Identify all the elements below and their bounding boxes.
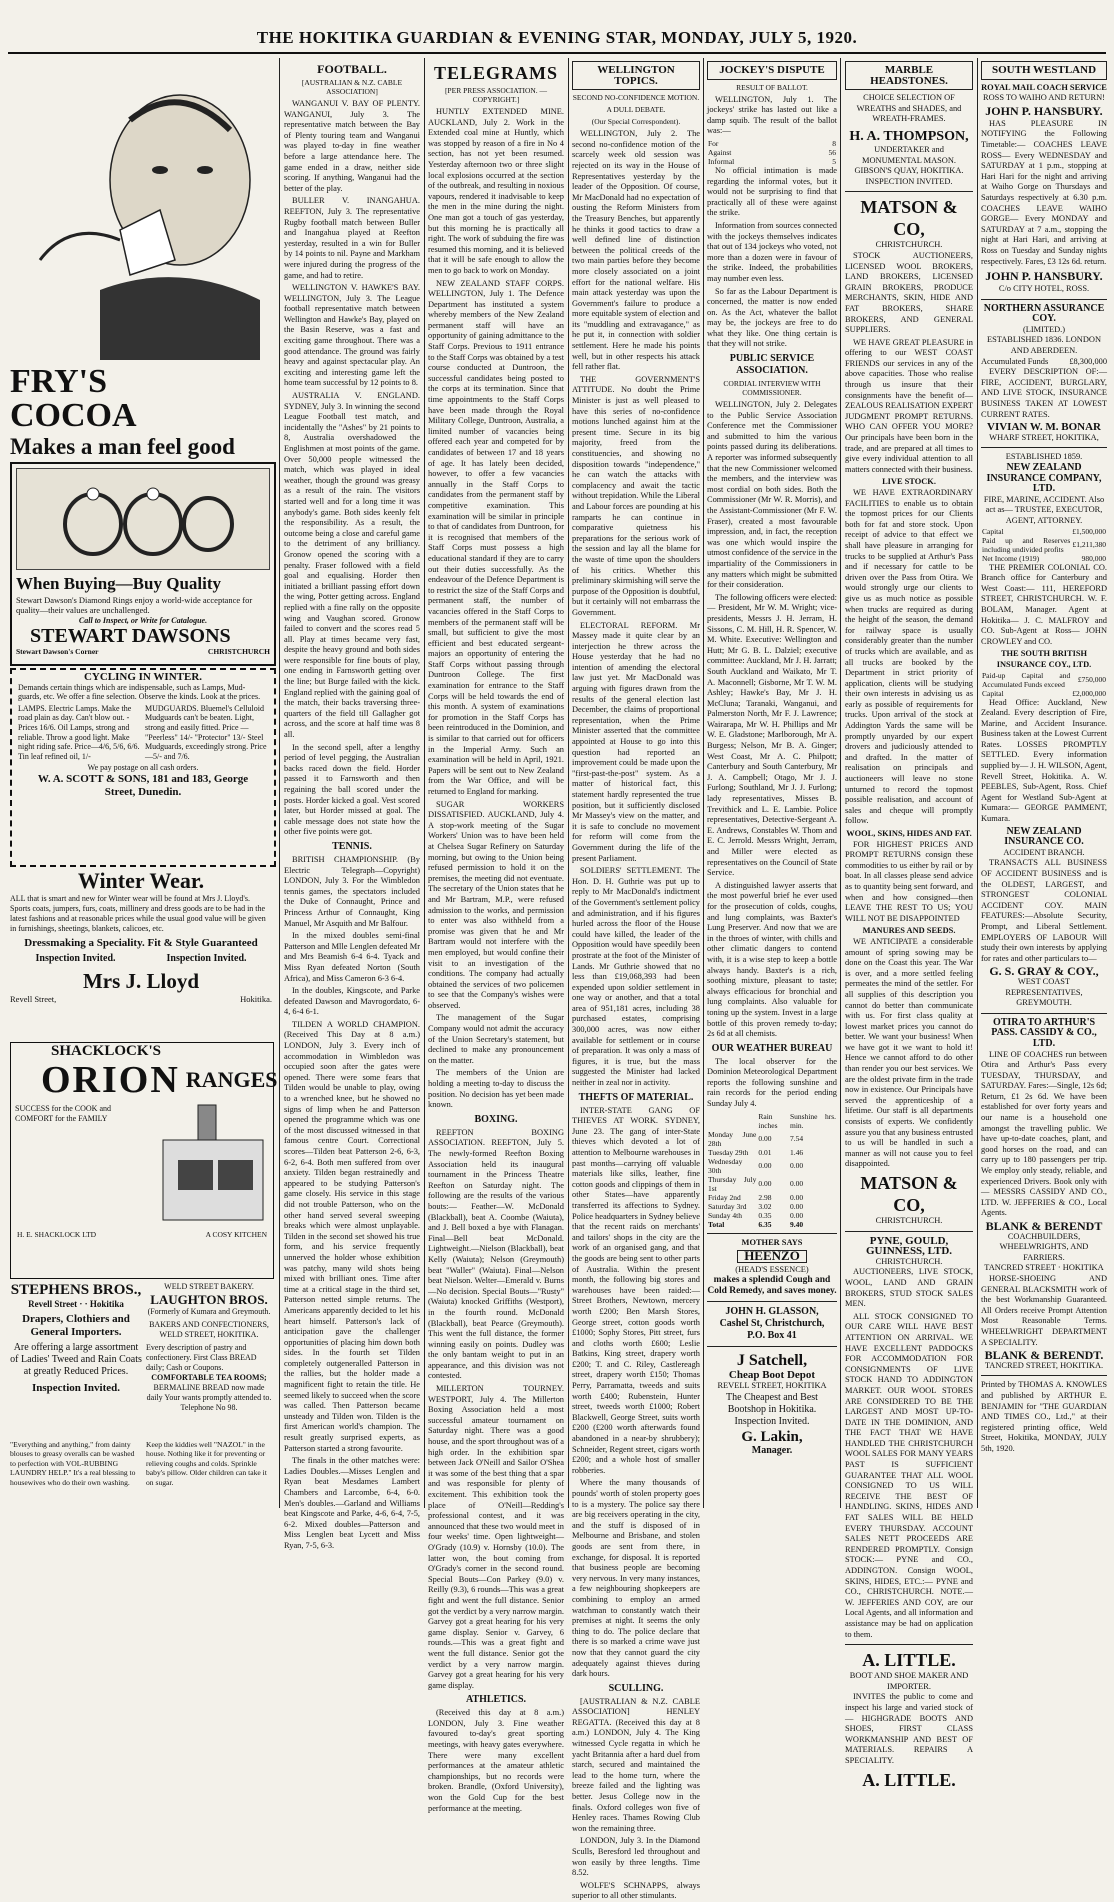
article-paragraph: TRANSACTS ALL BUSINESS OF ACCIDENT BUSINESS and is the OLDEST, LARGEST, and STRONGEST COLONIAL ACCIDENT COY. MAIN FEATURES:—Absolute Security, Prompt, and Liberal Settlement. EMPLOYERS OF LABOUR Will study their own interests by applying for rates and other particulars to— [981,858,1107,963]
satchell-street: REVELL STREET, HOKITIKA [717,1381,827,1391]
heenzo-brand: HEENZO [737,1250,807,1263]
funds-value: £8,300,000 [1069,356,1107,366]
winter-town: Hokitika. [240,994,272,1004]
diamond-ring-icon [43,474,243,564]
sculling-heading: SCULLING. [608,1682,664,1694]
article-paragraph: The finals in the other matches were: Ladies Doubles.—Misses Lenglen and Ryan beat Mesdames Lambert Chambers and Larcombe, 6-4, 6-0. Men's doubles.—Garland and Williams beat Kingscote and Parke, 4-6, 6-4, 7-5, 6-2. Mixed doubles—Patterson and Miss Lenglen beat Lycett and Miss Ryan, 7-5, 6-3. [284,1456,420,1550]
athletics-heading: ATHLETICS. [465,1694,527,1706]
satchell-name: J Satchell, [736,1352,808,1370]
thompson-sub: UNDERTAKER and MONUMENTAL MASON. [862,144,956,165]
dawsons-body: Stewart Dawson's Diamond Rings enjoy a world-wide acceptance for quality—their values are unchallenged. [16,595,253,615]
stephens-line2: Are offering a large assortment of Ladies' Tweed and Rain Coats at greatly Reduced Prices. [10,1342,142,1377]
stephens-street: Revell Street · · Hokitika [28,1299,124,1309]
gray-sub: WEST COAST REPRESENTATIVES, GREYMOUTH. [1005,976,1083,1008]
cycling-firm: W. A. SCOTT & SONS, 181 and 183, George Street, Dunedin. [37,772,249,798]
telegrams-source: [PER PRESS ASSOCIATION. — COPYRIGHT.] [444,86,548,104]
ring-illustration [16,468,270,570]
football-source: [AUSTRALIAN & N.Z. CABLE ASSOCIATION] [301,78,403,96]
cycling-intro: Demands certain things which are indispensable, such as Lamps, Mud-guards, etc. We offer a fine selection. Observe the kinds. Look at the prices. [18,682,261,702]
table-row: Paid up and Reserves including undivided profits £1,211,380 [982,535,1106,554]
winter-dressmaking: Dressmaking a Speciality. Fit & Style Guaranteed [24,937,258,949]
dawsons-brand: STEWART DAWSONS [30,625,231,647]
article-paragraph: BRITISH CHAMPIONSHIP. (By Electric Telegraph—Copyright) LONDON, July 3. For the Wimbledon tennis games, the spectators included the Duke of Connaught, Prince and Princess Arthur of Connaught, King Manuel, Mr Asquith and Mr Balfour. [284,854,420,928]
satchell-manager-title: Manager. [751,1444,793,1456]
blank-name-2: BLANK & BERENDT. [984,1348,1104,1363]
telegrams-heading: TELEGRAMS [433,63,559,83]
cycling-lamps: LAMPS. Electric Lamps. Make the road plain as day. Can't blow out. - Prices 16/6. Oil Lamps, strong and reliable. Throw a good light. Make night riding safe. Price—4/6, 5/6, 6/6. Tin leaf refined oil, 1/- [18,703,140,761]
winter-name: Mrs J. Lloyd [82,969,200,993]
article-paragraph: SUGAR WORKERS DISSATISFIED. AUCKLAND, July 4. A stop-work meeting of the Sugar Workers' Union was to have been held at Chelsea Sugar Refinery on Saturday morning, but owing to the Union being refused permission to hold it on the premises, the meeting did not eventuate. The secretary of the Union states that he and Mr Bartram, M.P., were refused admission to the works, and permission to enter was also withheld from a promise was given that he and Mr Bartram would not interfere with the men employed, but would confine their visit to an investigation of the conditions. The company had actually obtained the services of two policemen to see that the Company's wishes were observed. [428,799,564,1010]
article-paragraph: WELLINGTON, July 2. The second no-confidence motion of the scarcely week old session was rejected on its way in the House of Representatives yesterday by the leader of the Opposition. Of course, Mr MacDonald had no expectation of ousting the Reform Ministers from the Treasury Benches, but apparently he thinks it good tactics to draw a well defined line of distinction between the political creeds of the two main parties before they become more closely associated on a joint effort for the national welfare. His main attack yesterday was upon the Government's failure to produce a more equitable system of election and its "muddling and extravagance," as he put it, in connection with soldier settlement. Here he made his points well, but in other respects his attack fell rather flat. [572,129,700,372]
coach-service: ROYAL MAIL COACH SERVICE [981,82,1107,92]
satchell-manager: G. Lakin, [741,1428,803,1445]
nzi-name: NEW ZEALAND INSURANCE COMPANY, LTD. [986,462,1102,495]
blank-name: BLANK & BERENDT [985,1219,1103,1233]
article-paragraph: HUNTLY EXTENDED MINE. AUCKLAND, July 2. Work in the Extended coal mine at Huntly, which was stopped by reason of a fire in No 4 section, has not yet been resumed. Yesterday afternoon two or three slight local explosions occurred at the section of the outbreak, and resulting in noxious vapours, rendered it inadvisable to keep the men in the mine during the night. One man got a touch of gas yesterday, but this morning he is practically all right. The work of subduing the fire was resumed this morning, and it is believed that it will be safe enough to allow the men to go back to work on Monday. [428,107,564,275]
man-drinking-illustration [10,60,272,360]
winter-wear-ad [10,868,272,1038]
stephens-line1: Drapers, Clothiers and General Importers. [22,1313,130,1338]
cocoa-title: COCOA [10,397,137,434]
table-row: For 8 [708,138,836,148]
laughton-title: LAUGHTON BROS. [150,1292,268,1307]
column-rule-5 [840,58,841,1508]
cycling-title: CYCLING IN WINTER. [83,671,203,683]
article-paragraph: ELECTORAL REFORM. Mr Massey made it quite clear by an interjection he threw across the House yesterday that he had no intention of amending the electoral law just yet. Mr MacDonald was arguing with figures drawn from the results of the general election last December, the claims of proportional representation, when the Prime Minister asserted that the committee appointed at House to go into this question had reported an improvement could be made upon the "first-past-the-post" system. As a matter of historical fact, this statement hardly represented the true position, but it sufficiently disclosed Mr Massey's view on the matter, and it is safe to conclude no movement for reform will come from the Government during the life of the present Parliament. [572,620,700,863]
table-row: Against 56 [708,147,836,157]
stephens-ad [10,1282,142,1432]
article-paragraph: WE HAVE GREAT PLEASURE in offering to our WEST COAST FRIENDS our services in any of the above capacities. Those who realise through us insure that their consignments have the benefit of— ZEALOUS REALISATION EXPERT JUDGMENT PROMPT RETURNS. WHO CAN OFFER YOU MORE? Our principals have been born in the trade, and are prepared at all times to give every individual attention to all matters connected with their business. [845,337,973,474]
article-paragraph: LINE OF COACHES run between Otira and Arthur's Pass every TUESDAY, THURSDAY, and SATURDAY. Fares:—Single, 12s 6d; Return, £1 2s 6d. We have been established for over forty years and our name is a household one amongst the travelling public. We have up-to-date coaches, plant, and good horses on the road, and can carry up to 180 passengers per trip. We employ only steady, reliable, and experienced Drivers. Book only with— MESSRS CASSIDY AND CO., LTD. W. JEFFERIES & CO., Local Agents. [981,1049,1107,1218]
article-paragraph: WOLFE'S SCHNAPPS, always superior to all other stimulants. [572,1880,700,1901]
jockeys-column [707,58,837,1508]
weather-table [707,1112,837,1229]
glasson-name: JOHN H. GLASSON, [725,1306,819,1318]
column-rule-3 [568,58,569,1508]
northern-assurance: NORTHERN ASSURANCE COY. [983,302,1105,325]
ballot-table [707,139,837,166]
northern-ltd: (LIMITED.) [1022,324,1066,334]
public-service-sub: CORDIAL INTERVIEW WITH COMMISSIONER. [723,379,821,398]
otira-heading: OTIRA TO ARTHUR'S PASS. CASSIDY & CO., LTD. [991,1016,1097,1049]
satchell-line1: The Cheapest and Best Bootshop in Hokitika. [726,1391,818,1415]
article-paragraph: (Received this day at 8 a.m.) LONDON, July 3. Fine weather favoured to-day's great sporting meetings, with heavy gates everywhere. There were many excellent performances at the amateur athletic championships, but no records were broken. Brandle, (Oxford University), won the Gold Cup for the best performance at the meeting. [428,1708,564,1813]
table-row: Tuesday 29th 0.01 1.46 [708,1147,804,1157]
article-paragraph: A distinguished lawyer asserts that the most powerful brief he ever used for the prosecution of colds, coughs, and lung complaints, was Baxter's Lung Preserver. And now that we are in the throes of winter, with chills and other climatic dangers to contend with, it is a wise step to keep a bottle always handy. Baxter's is a rich, soothing mixture, pleasant to taste; always efficacious for bronchial and lung complaints. Also valuable for toning up the system. Invest in a large bottle of this proven remedy to-day; 2s 6d at all chemists. [707,880,837,1039]
wellington-sub: SECOND NO-CONFIDENCE MOTION. [572,93,700,103]
column-rule-2 [424,58,425,1508]
laundry-ad: "Everything and anything," from dainty blouses to greasy overalls can be washed to perfection with VOL-RUBBING LAUNDRY HELP." It's a real blessing to housewives who do their own washing. [10,1440,136,1487]
frys-title: FRY'S [10,363,108,400]
blank-address: TANCRED STREET · HOKITIKA [984,1263,1104,1273]
cycling-postage: We pay postage on all cash orders. [87,763,199,773]
masthead-rule [8,52,1106,54]
table-row: Saturday 3rd 3.02 0.00 [708,1201,804,1211]
stewart-dawsons-ad [10,462,276,666]
dawsons-headline: When Buying—Buy Quality [16,574,222,593]
wellington-byline: (Our Special Correspondent). [591,117,681,127]
winter-invite-1: Inspection Invited. [35,953,116,964]
wellington-topics-column [572,58,700,1901]
table-row: Capital £2,000,000 [982,688,1106,698]
pyne-name: PYNE, GOULD, GUINNESS, LTD. [865,1234,953,1258]
hansbury-address: C/o CITY HOTEL, ROSS. [998,284,1090,294]
laughton-line4: BERMALINE BREAD now made daily Your wants promptly attended to. Telephone No 98. [146,1383,272,1412]
hansbury-name: JOHN P. HANSBURY. [985,103,1103,118]
frys-cocoa-ad [10,60,272,459]
heenzo-top: MOTHER SAYS [741,1237,803,1247]
nzi-est: ESTABLISHED 1859. [1005,452,1083,462]
orion-ranges: RANGES [185,1067,278,1092]
sbi-table [981,671,1107,698]
article-paragraph: BULLER V. INANGAHUA. REEFTON, July 3. The representative Rugby football match between Buller and Inangahua played at Reefton yesterday, resulted in a win for Buller by 14 points to nil. Payne and Markham were injured during the progress of the game, and had to retire. [284,196,420,280]
telegrams-column [428,58,564,1813]
matson-name: MATSON & CO, [860,197,958,240]
article-paragraph: No official intimation is made regarding the informal votes, but it would not be surprising to find that practically all of these were against the strike. [707,165,837,218]
thompson-name: H. A. THOMPSON, [849,128,969,144]
article-paragraph: The following officers were elected:— President, Mr W. M. Wright; vice-presidents, Messrs J. H. Jerram, H. Sissons, C. M. Hill, H. R. Spencer, W. M. White. Executive: Wellington and Hutt; Mr G. B. L. Dalziel; executive committee: Auckland, Mr J. H. Jarratt; South Auckland and Waikato, Mr T. A. Maconnell; Gisborne, Mr T. W. M. Ashley; Hawke's Bay, Mr J. H. McCluna; Taranaki, Wanganui, and Palmerston North, Mr F. J. Lawrence; Wairarapa, Mr W. H. Phillips and Mr W. E. Gladstone; Marlborough, Mr A. Burgess; Nelson, Mr B. A. Ginger; West Coast, Mr A. C. Philpott; Canterbury and South Canterbury, Mr J. A. Campbell; Otago, Mr J. J. Furlong; Southland, Mr J. J. Furlong; lady representatives, Misses B. Trevithick and L. E. Lambie. Police representatives, Detective-Sergeant A. E. Andrews, Constables W. Thom and E. C. Jerrold. Messrs Wright, Jerram, and Miller were elected as representatives on the Council of State Service. [707,592,837,878]
little-name: A. LITTLE. [862,1650,956,1671]
article-paragraph: FOR HIGHEST PRICES AND PROMPT RETURNS consign these commodities to us either by rail or by boat. In all classes please send advice as to quantity being sent forward, and when and how consigned—then LEAVE THE REST TO US; YOU WILL NOT BE DISAPPOINTED [845,839,973,923]
public-service-heading: PUBLIC SERVICE ASSOCIATION. [729,353,815,377]
matson-city: CHRISTCHURCH. [875,240,943,250]
stephens-title: STEPHENS BROS., [10,1282,142,1298]
thefts-heading: THEFTS OF MATERIAL. [578,1091,694,1103]
pyne-services: AUCTIONEERS, LIVE STOCK, WOOL, LAND AND GRAIN BROKERS, STUD STOCK SALES MEN. [845,1267,973,1309]
article-paragraph: MILLERTON TOURNEY. WESTPORT, July 4. The Millerton Boxing Association held a most successful amateur tournament on Saturday night. There was a good house, and the sport throughout was of a high order. In the exhibition spar between Jack O'Neill and Sailor O'Shea it was some of the best thing that a spar and was responsible for plenty of excitement. This exhibition took the place of O'Neill—Redding's professional contest, and it was announced that these two would meet in four weeks' time. Open lightweight—O'Grady (10.9) v. Hornsby (10.0). The latter won, the bout coming from O'Grady's corner in the second round. Special Bouts—Con Parkey (9.0) v. Reilly (9.3), 6 rounds—This was a great fight and went the full distance. Senior got the verdict by a very narrow margin. Garvey got a great hearing for his very game display. Senior v. Garvey, 6 rounds.—This was a great fight and went the full distance. Senior got the verdict by a very narrow margin. Garvey got a great hearing for his very game display. [428,1384,564,1690]
boxing-heading: BOXING. [474,1113,518,1125]
cycling-ad [10,668,276,867]
laughton-ad [146,1282,272,1432]
nzic-name: NEW ZEALAND INSURANCE CO. [1004,825,1084,848]
kitchen-range-illustration [153,1100,273,1230]
thompson-invite: INSPECTION INVITED. [865,176,953,186]
laughton-sub: (Formerly of Kumara and Greymouth. [147,1307,271,1316]
stephens-line3: Inspection Invited. [31,1382,121,1394]
football-column [284,58,420,1550]
article-paragraph: ALL STOCK CONSIGNED TO OUR CARE WILL HAVE BEST ATTENTION ON ARRIVAL. WE HAVE EXCELLENT PADDOCKS FOR ACCOMMODATION FOR CONSIGNMENTS OF LIVE STOCK HAND TO ADDINGTON MARKET. OUR WOOL STORES ARE CONSIDERED TO BE THE LARGEST AND MOST UP-TO-DATE IN THE DOMINION, AND THE FACT THAT WE HAVE HANDLED THE CHRISTCHURCH WOOL SALES FOR MANY YEARS PAST IS SUFFICIENT GUARANTEE THAT ALL WOOL CONSIGNED TO US WILL RECEIVE THE BEST OF HANDLING. SKINS, HIDES AND FAT SALES WILL BE HELD EVERY THURSDAY. ACCOUNT SALES NETT PROCEEDS ARE RENDERED PROMPTLY. Consign STOCK:— PYNE and CO., ADDINGTON. Consign WOOL, SKINS, HIDES, ETC.:— PYNE and CO., CHRISTCHURCH. NOTE.—W. JEFFERIES AND COY, are our Local Agents, and all information and assistance may be had on application to them. [845,1311,973,1639]
article-paragraph: SOLDIERS' SETTLEMENT. The Hon. D. H. Guthrie was put up to reply to Mr MacDonald's indictment of the Government's settlement policy and administration, and if his figures hurled across the floor of the House could have killed, the leader of the Opposition would have speedily been prostrate at the foot of the Minister of Lands. Mr Guthrie showed that no less than £19,068,393 had been expended upon soldier settlement in one way or another, and that a total area of 951,181 acres, including 38 purchased estates, comprising 300,000 acres, was now either available for settlement or in course of preparation. It was only a mass of figures, it is true, but the mass suggested the Minister had lacked neither in zeal nor in activity. [572,866,700,1088]
tennis-heading: TENNIS. [332,840,372,852]
article-paragraph: In the second spell, after a lengthy period of level pegging, the Australian backs raced down the field. Horder passed it to Farnsworth and then regaining the ball scored under the posts. Horder kicked a goal. Vest scored later, but Horder missed at goal. The cable message does not state how the other five points were got. [284,742,420,837]
table-row: Sunday 4th 0.35 0.00 [708,1210,804,1220]
bonar-address: WHARF STREET, HOKITIKA, [989,432,1099,442]
live-stock-heading: LIVE STOCK. [882,477,936,487]
satchell-sub: Cheap Boot Depot [728,1369,816,1382]
article-paragraph: So far as the Labour Department is concerned, the matter is now ended on. As the Act, whatever the ballot may be, the jockeys are free to do what they like. One thing certain is that they will not strike. [707,286,837,349]
article-paragraph: NEW ZEALAND STAFF CORPS. WELLINGTON, July 1. The Defence Department has instituted a system whereby members of the New Zealand permanent staff will have an opportunity of gaining admittance to the Staff Corps. Previous to 1911 entrance to the Staff Corps was obtained by a test course conducted at Duntroon, the successful candidates being posted to the corps at its termination. Since that time appointments to the Staff Corps have been made through the Royal Military College, Duntroon, Australia, a limited number of vacancies being offered each year and competed for by candidates of between 17 and 18 years of age. It has lately been decided, however, to offer a few vacancies annually in the Staff Corps to candidates from the permanent staff by competitive examination. This examination will be similar in principle to that of candidates from Duntroon, for it is recognised that members of the Staff Corps must possess a high educational standard if they are to carry out their duties successfully. As the endeavour of the Defence Department is to restrict the size of the Staff Corps and permanent staff, the number of vacancies offered in the Staff Corps to members of the permanent staff will be small, but sufficient to give the most efficient and best educated sergeant-majors an opportunity of entering the Staff Corps without passing through Duntroon College. The first examination for entrance to the Staff Corps will be held towards the end of this month. A system of examinations for promotion in the Staff Corps has been reintroduced in the Dominion, and is similar to that carried out for officers in the Imperial Army. Such an examination will be held in April, 1921. Papers will be sent out to New Zealand from the War Office, and will be returned to England for marking. [428,278,564,796]
article-paragraph: HORSE-SHOEING AND GENERAL BLACKSMITH work of the best Workmanship Guaranteed. All Orders receive Prompt Attention Most Reasonable Terms. WHEELWRIGHT DEPARTMENT A SPECIALITY. [981,1273,1107,1347]
table-row: Total 6.35 9.40 [708,1219,804,1229]
cycling-mudguards: MUDGUARDS. Bluemel's Celluloid Mudguards can't be beaten. Light, strong and easily fitted. Price — "Peerless" 14/- "Protector" 13/- Steel Mudguards, exceedingly strong. Price—5/- and 7/6. [145,703,267,761]
article-paragraph: WE ANTICIPATE a considerable amount of spring sowing may be done on the Coast this year. The War is over, and a more settled feeling permeates the mind of the settler. For all supplies of this description you cannot do better than communicate with us. For first class quality at lowest market prices you cannot do better. We want your business! When we have got it we want to hold it! Hence we cannot afford to do other than render you our best services. We are the oldest private firm in the trade now in existence. Our Principals have served the apprenticeship of a lifetime. Our staff is all departments consists of experts. We confidently assure you that any business entrusted to us will be handled in such a manner as will not cause you to feel disappointed. [845,936,973,1169]
satchell-line2: Inspection Invited. [734,1415,810,1427]
glasson-addr: Cashel St, Christchurch, [719,1318,825,1330]
orion-ranges-ad [10,1042,278,1279]
article-paragraph: [AUSTRALIAN & N.Z. CABLE ASSOCIATION] HENLEY REGATTA. (Received this day at 8 a.m.) LONDON, July 4. The King witnessed Cycle regatta in which he yacht Britannia after a hard duel from starch, secured and maintained the lead to the home turn, where the breeze failed and the lighting was better. Jesus College now in the finals. Oxford colleges won five of Henley races. Thames Rowing Club won the remaining three. [572,1696,700,1833]
weather-heading: OUR WEATHER BUREAU [711,1042,833,1054]
marble-body: CHOICE SELECTION OF WREATHS and SHADES, and WREATH-FRAMES. [856,93,962,124]
nzi-sub: FIRE, MARINE, ACCIDENT. Also act as— TRUSTEE, EXECUTOR, AGENT, ATTORNEY. [983,494,1105,525]
funds-label: Accumulated Funds [981,356,1049,366]
table-row: Friday 2nd 2.98 0.00 [708,1192,804,1202]
column-rule-1 [279,58,280,1508]
pyne-city: CHRISTCHURCH. [875,1256,943,1266]
matson-name-2: MATSON & CO, [860,1173,958,1215]
article-paragraph: INTER-STATE GANG OF THIEVES AT WORK. SYDNEY, June 23. The gang of inter-State thieves which devoted a lot of attention to Melbourne warehouses in past months—carrying off valuable materials like silks, leather, fine cotton goods and clippings of them in other States—have apparently transferred its affections to Sydney. Police headquarters in Sydney believe that the recent raids on merchants' and tailors' shops in the city are the work of an organised gang, and that the goods are being sent to other parts of Australia. Within the present month, the following big stores and warehouses have been raided:—Street Brothers, Newtown, mercery worth £200; Ben Marsh Stores, George street, cotton goods worth £1000; Sophy Stores, Pitt street, furs and cloths worth £600; Leslie Batkins, King street, drapery worth £200; T. and C. Riley, Castlereagh street, drapery worth £150; Thomas Perry, Parramatta, tweeds and suits worth £400; Rubenstein, Hunter street, tweeds worth £1000; Robert Blackwell, George Street, suits worth £200 (£200 worth afterwards found abandoned in a near-by shrubbery); Schneider, Regent street, cigars worth £200; and a whole host of smaller robberies. [572,1105,700,1475]
laughton-line2: Every description of pastry and confectionery. First Class BREAD daily; Cash or Coupons. [146,1343,257,1372]
football-heading: FOOTBALL. [317,62,387,76]
article-paragraph: HAS PLEASURE IN NOTIFYING the Following Timetable:— COACHES LEAVE ROSS— Every WEDNESDAY and SATURDAY at 1 p.m., stopping at Hari Hari for the night and arriving at Waiho Gorge on Thursdays and Saturdays respectively at 6.30 p.m. COACHES LEAVE WAIHO GORGE— Every MONDAY and SATURDAY at 7 a.m., stopping the night at Hari Hari, and arriving at Ross on Tuesday and Sunday nights respectively. Fares, £3 12s 6d. return. [981,118,1107,266]
table-row: Informal 5 [708,156,836,166]
winter-body: ALL that is smart and new for Winter wear will be found at Mrs J. Lloyd's. Sports coats, jumpers, furs, coats, millinery and dress goods are to be had in the latest fashions and at reasonable prices while the usual good value will be given in furnishings, sheetings, blankets, calicoes, etc. [10,894,266,933]
masthead: THE HOKITIKA GUARDIAN & EVENING STAR, MONDAY, JULY 5, 1920. [256,28,858,47]
nzic-sub: ACCIDENT BRANCH. [1003,847,1085,857]
article-paragraph: WELLINGTON, July 1. The jockeys' strike has lasted out like a damp squib. The result of the ballot was:— [707,94,837,136]
capital-table [981,527,1107,563]
winter-street: Revell Street, [10,994,57,1004]
article-paragraph: WANGANUI V. BAY OF PLENTY. WANGANUI, July 3. The representative match between the Bay of Plenty touring team and Wanganui was played to-day in fine weather before a large attendance here. The game ended in a draw, neither side scoring. If anything, Wanganui had the better of the play. [284,99,420,193]
laughton-line1: BAKERS AND CONFECTIONERS, WELD STREET, HOKITIKA. [149,1320,269,1339]
article-paragraph: LONDON, July 3. In the Diamond Sculls, Beresford led throughout and won easily by three lengths. Time 8.52. [572,1836,700,1878]
dawsons-city: CHRISTCHURCH [207,647,270,656]
table-header: Rain inches Sunshine hrs. min. [758,1111,836,1130]
orion-brand: SHACKLOCK'S [51,1043,162,1059]
sbi-name: THE SOUTH BRITISH INSURANCE COY., LTD. [996,649,1092,669]
article-paragraph: EVERY DESCRIPTION OF:— FIRE, ACCIDENT, BURGLARY, AND LIVE STOCK, INSURANCE BUSINESS TAKEN AT LOWEST CURRENT RATES. [981,367,1107,419]
orion-kitchen: A COSY KITCHEN [205,1230,267,1239]
matson-services: STOCK AUCTIONEERS, LICENSED WOOL BROKERS, LAND BROKERS, LICENSED GRAIN BROKERS, PRODUCE MERCHANTS, SKIN, HIDE AND FAT BROKERS, SHARE BROKERS, AND GENERAL SUPPLIERS. [845,250,973,335]
column-rule-6 [977,58,978,1508]
article-paragraph: Where the many thousands of pounds' worth of stolen property goes to is a mystery. The police say there are big receivers operating in the city, and the stuff is disposed of in Melbourne and Brisbane, and stolen goods are sent from there, in exchange, for disposal. It is reported that business people are becoming very nervous. In very many instances, a few neighbouring shopkeepers are combining to employ an armed watchman to constantly watch their premises at night. It seems the only thing to do. The police declare that there is so marked a crime wave just now that they cannot guard the city adequately against thieves during dark hours. [572,1478,700,1679]
little-name-2: A. LITTLE. [862,1769,956,1790]
wool-heading: WOOL, SKINS, HIDES AND FAT. [846,829,972,838]
advert-column-7 [981,58,1107,1508]
article-paragraph: REEFTON BOXING ASSOCIATION. REEFTON, July 5. The newly-formed Reefton Boxing Association held its inaugural tournament in the Princess Theatre Reefton on Saturday night. The following are the results of the various bouts:— Feather—W. McDonald (Blackball), beat A. Coombe (Waiuta), and J. Bell boxed a bye with Flanagan. Final—Bell beat McDonald. Lightweight.—Nielson (Blackball), beat Kelly (Waiuta); Nelson (Greymouth) beat "Waller" (Waiuta). Final—Nelson beat Nielson. Welter—Emerald v. Burns—No decision. Special Bouts—"Rusty" (Waiuta) knocked Griffiths (Westport), in the fourth round. McDonald (Blackball), beat Pearce (Greymouth). This went the full distance, the former winning easily on points. Dudley was the only bantam weight to put in an appearance, and this division was not contested. [428,1127,564,1381]
article-paragraph: Head Office: Auckland, New Zealand. Every description of Fire, Marine, and Accident Insurance. Business taken at the Lowest Current Rates. LOSSES PROMPTLY SETTLED. Every information supplied by— J. H. WILSON, Agent, Revell Street, Hokitika. A. W. PEEBLES, Sub-Agent, Ross. Chief Agent for Westland Sub-Agent at Kumara:— GEORGE PAMMENT, Kumara. [981,697,1107,824]
glasson-box: P.O. Box 41 [747,1330,797,1342]
winter-title: Winter Wear. [77,868,205,893]
table-row: Monday June 28th 0.00 7.54 [708,1129,804,1148]
winter-invite-2: Inspection Invited. [166,953,247,964]
coach-route: ROSS TO WAIHO AND RETURN! [983,93,1105,103]
blank-sub: COACHBUILDERS, WHEELWRIGHTS, AND FARRIERS. [999,1231,1089,1262]
marble-heading: MARBLE HEADSTONES. [845,61,973,90]
heenzo-sub: (HEAD'S ESSENCE) [735,1264,809,1274]
blank-address-2: TANCRED STREET, HOKITIKA. [984,1360,1104,1370]
wellington-sub2: A DULL DEBATE. [606,105,666,115]
bonar-name: VIVIAN W. M. BONAR [987,421,1101,434]
table-row: Paid-up Capital and Accumulated Funds exceed £750,000 [982,670,1106,689]
jockeys-heading: JOCKEY'S DISPUTE [707,61,837,80]
orion-name: ORION [41,1059,180,1101]
heenzo-body: makes a splendid Cough and Cold Remedy, and saves money. [707,1275,837,1297]
article-paragraph: WE HAVE EXTRAORDINARY FACILITIES to enable us to obtain the topmost prices for our Clients both for fat and store stock. Upon receipt of advice to that effect we shall have pleasure in arranging for trucks to be supplied at Arthur's Pass and if necessary for cattle to be driven over the Pass from Otira. We would strongly urge our clients to give us as much notice as possible when trucks are required as during the height of the season, the demand for railway space is usually considerably greater than the number of trucks which are available, and as all trucks are booked by the Department in strict priority of application, clients will be studying their own interests in advising us as early as possible of requirements for trucks. Upon arrival of the stock at Addington Yards the same will be promptly unyarded by our expert drovers and judiciously attended to and drafted. In the matter of realisation on principals and auctioneers will leave no stone unturned to record the topmost possible realisation, and account of sales and cheque will promptly follow. [845,488,973,826]
article-paragraph: THE GOVERNMENT'S ATTITUDE. No doubt the Prime Minister is just as well pleased to have this series of no-confidence motions lunched against him at the present time. Secure in its big majority, freed from the constituencies, and showing no disposition towards "independence," he can watch the attacks with complacency and await the tactic without trepidation. While the Liberal and Labour forces are pounding at his ramparts he can continue in comparative quietness his preparations for the serious work of the session and lay all the blame for the waste of time upon the shoulders of his critics. Whether this preliminary skirmishing will serve the purpose of the Opposition is doubtful, but it certainly will not embarrass the Government. [572,374,700,617]
gray-name: G. S. GRAY & COY., [989,964,1099,979]
table-row: Capital £1,500,000 [982,526,1106,536]
table-row: Net Income (1919) 980,000 [982,553,1106,563]
jockeys-sub: RESULT OF BALLOT. [736,82,808,92]
article-paragraph: WELLINGTON, July 2. Delegates to the Public Service Association Conference met the Commissioner and submitted to him the various points passed during its deliberations. A reporter was informed subsequently that the new Commissioner welcomed the members, and the interview was most cordial on both sides. Both the Commissioner (Mr W. R. Morris), and the Assistant-Commissioner (Mr F. W. Fraser), created a most favourable impression, and, in fact, the reception was one which would inspire the utmost confidence of the service in the impartiality of the Commissioners in any matters which might be submitted for their consideration. [707,400,837,590]
thompson-address: GIBSON'S QUAY, HOKITIKA. [854,166,964,176]
article-paragraph: Information from sources connected with the jockeys themselves indicates that out of 134 jockeys who voted, not more than a dozen were in favour of the strike. Indeed, the probabilities may number even less. [707,220,837,283]
printer-imprint: Printed by THOMAS A. KNOWLES and published by ARTHUR E. BENJAMIN for "THE GUARDIAN AND TIMES CO., Ltd.," at their registered printing office, Weld Street, Hokitika, MONDAY, JULY 5th, 1920. [981,1380,1107,1453]
table-row: Thursday July 1st 0.00 0.00 [708,1174,804,1193]
column-rule-4 [703,58,704,1508]
dawsons-call: Call to Inspect, or Write for Catalogue. [78,616,208,625]
laughton-line3: COMFORTABLE TEA ROOMS; [151,1373,267,1382]
matson-city-2: CHRISTCHURCH. [875,1216,943,1225]
dawsons-place: Stewart Dawson's Corner [16,647,99,656]
advert-column-6 [845,58,973,1790]
wellington-heading: WELLINGTON TOPICS. [572,61,700,90]
laughton-top: WELD STREET BAKERY. [164,1282,254,1291]
article-paragraph: In the mixed doubles semi-final Patterson and Mlle Lenglen defeated Mr and Mrs Beamish 6-4 6-4. Tyack and Miss Ryan defeated Norton (South Africa), and Miss Cameron 6-3 6-4. [284,931,420,983]
frys-slogan: Makes a man feel good [10,434,235,459]
hansbury-name-2: JOHN P. HANSBURY. [985,269,1103,284]
orion-tagline: SUCCESS for the COOK and COMFORT for the FAMILY [15,1104,112,1123]
article-paragraph: TILDEN A WORLD CHAMPION. (Received This Day at 8 a.m.) LONDON, July 3. Every inch of accommodation in Wimbledon was occupied soon after the gates were opened. There were some fears that Tilden would be unable to play, owing to a wrenched knee, but he showed no signs of limp when he and Patterson opened the programme which was one of the most discussed witnessed in that famous centre Court. Correctional scores—Tilden beat Patterson 2-6, 6-3, 6-2, 6-4. Both men suffered from over anxiety. Tilden began restrainedly and appeared to be studying Patterson's game closely. His service in this stage did not trouble Patterson, who on the other hand served several sweeping breaks which were almost unplayable. Tilden in the second set showed his true form, and his service frequently unnerved the holder whose exhibition was patchy, many wild shots being mixed with brilliant ones. Time after time at a critical stage in the third set, Patterson netted simple returns. The Americans apparently decided to let his heart himself. Patterson's lack of anticipation gave the challenger opportunities of placing him down both sides. In the fourth set Tilden completely outgeneralled Patterson in the rallies, but the holder made a magnificent fight to retain the title. He seemed likely to succeed when the score was called. Then Patterson became unsteady and Tilden won. Tilden is the first American world's champion. The result greatly surprised experts, as Patterson started a strong favourite. [284,1019,420,1453]
little-sub: BOOT AND SHOE MAKER AND IMPORTER. [849,1671,969,1691]
article-paragraph: The members of the Union are holding a meeting to-day to discuss the position. No decision has yet been made known. [428,1068,564,1110]
article-paragraph: The management of the Sugar Company would not admit the accuracy of the Union Secretary's statement, but declined to make any pronouncement on the matter. [428,1013,564,1065]
manures-heading: MANURES AND SEEDS. [862,926,956,936]
article-paragraph: WELLINGTON V. HAWKE'S BAY. WELLINGTON, July 3. The League football representative match between Wellington and Hawke's Bay, played on the Basin Reserve, was a fast and exciting game throughout. There was a good attendance. The ground was fairly heavy and against spectacular play. An exciting and interesting game left the home team successful by 12 points to 8. [284,283,420,388]
northern-est: ESTABLISHED 1836. LONDON AND ABERDEEN. [986,335,1101,356]
article-paragraph: The local observer for the Dominion Meteorological Department reports the following sunshine and rain records for the period ending Sunday July 4. [707,1056,837,1109]
orion-maker: H. E. SHACKLOCK LTD [17,1230,97,1239]
article-paragraph: In the doubles, Kingscote, and Parke defeated Dawson and Mavrogordato, 6-4, 6-4 6-1. [284,986,420,1017]
article-paragraph: THE PREMIER COLONIAL CO. Branch office for Canterbury and West Coast:— 111, HEREFORD STREET, CHRISTCHURCH. W. F. BOLAM, Manager. Agent at Hokitika— J. C. MALFROY and CO. Sub-Agent at Ross— JOHN CROWLEY and CO. [981,562,1107,646]
table-row: Wednesday 30th 0.00 0.00 [708,1156,804,1175]
south-westland-heading: SOUTH WESTLAND [981,61,1107,80]
nazol-ad: Keep the kiddies well "NAZOL" in the house. Nothing like it for preventing or relieving coughs and colds. Sprinkle baby's pillow. Older children can take it on sugar. [146,1440,267,1487]
article-paragraph: INVITES the public to come and inspect his large and varied stock of— HIGHGRADE BOOTS AND SHOES, FIRST CLASS WORKMANSHIP AND BEST OF MATERIALS. REPAIRS A SPECIALITY. [845,1692,973,1765]
article-paragraph: AUSTRALIA V. ENGLAND. SYDNEY, July 3. In winning the second League Football test match, and incidentally the "Ashes" by 21 points to 8, Australia overshadowed the Englishmen at most points of the game. Over 50,000 people witnessed the match, which was played in ideal weather, though the ground was greasy as a result of the rain. The visitors started well and for a long time it was anybody's game. Both sides keenly felt the responsibility. As a result, the outcome being a close and careful game to the detriment of any brilliancy. Gronow opened the scoring with a penalty. Fraser followed with a field goal and equalising. Horder then initiated a brilliant passing effort down the wing, Potter getting across. England replied with a fine rally on the opposite wing and Vaughan scored. Gronow failed to convert and the scores read 5 all. Play at times became very fast, despite the heavy ground and both sides were responsible for fine bouts of play, one ending in Farnsworth getting over the line; but Burge failed with the kick. England replied with the gaining goal of the match, their backs traversing three-quarters of the field till Gallagher got across, and the score at half time was 8 all. [284,391,420,740]
